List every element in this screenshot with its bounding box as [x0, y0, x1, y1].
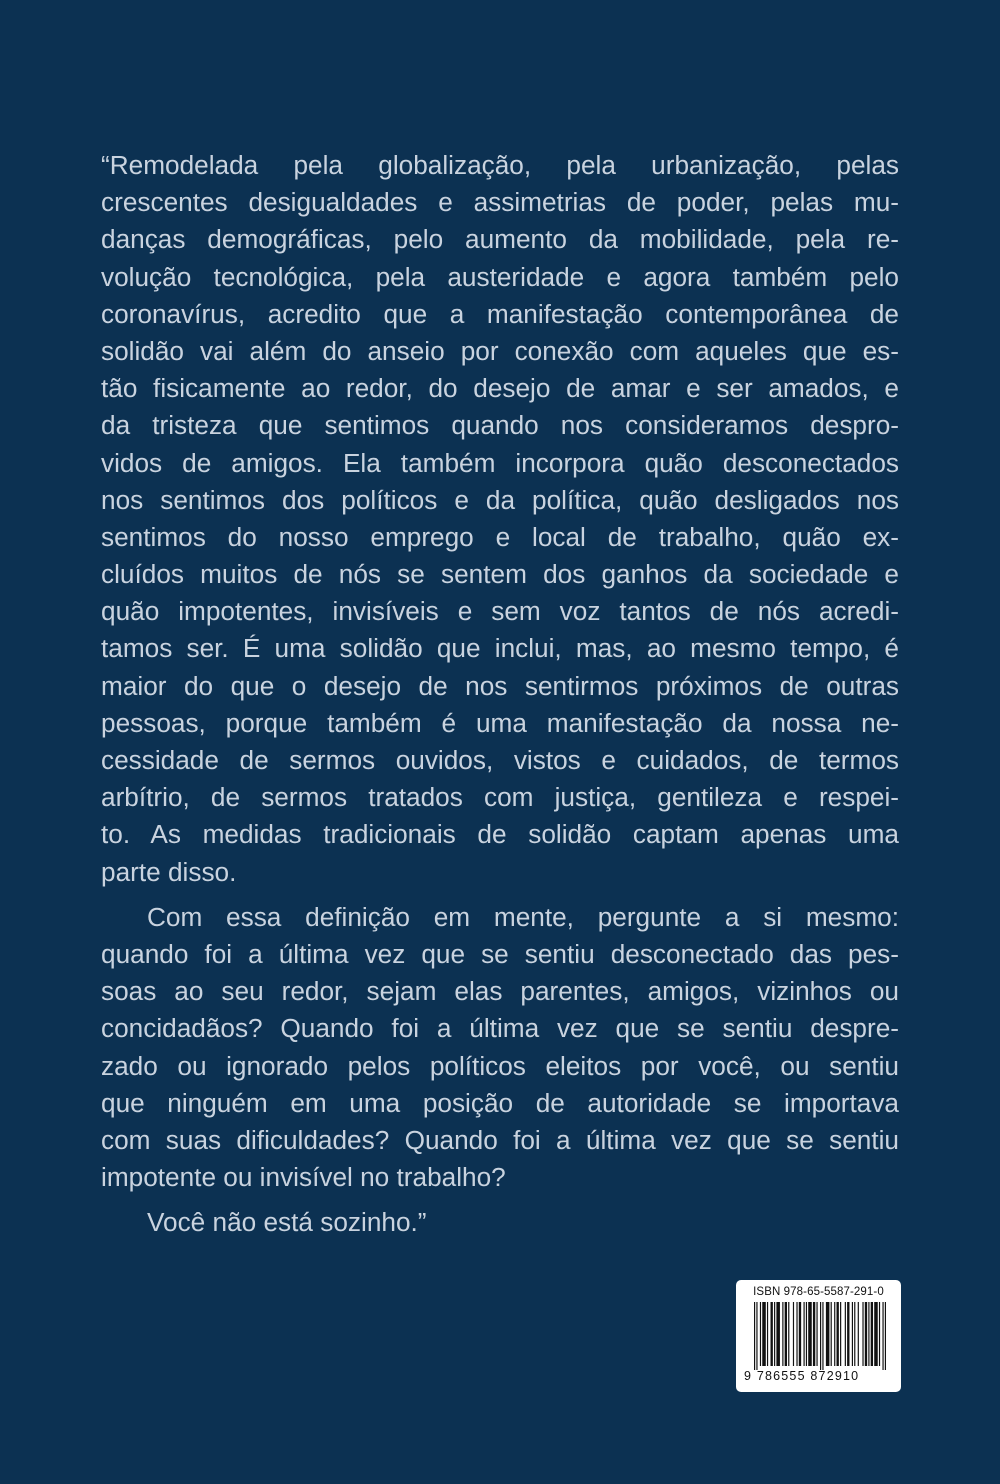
barcode-bar	[852, 1302, 853, 1366]
blurb-line: quando foi a última vez que se sentiu desconectado das pes-	[101, 938, 899, 969]
barcode-bar	[822, 1302, 823, 1370]
blurb-line: “Remodelada pela globalização, pela urbanização, pelas	[101, 150, 899, 180]
blurb-line: Você não está sozinho.”	[147, 1207, 427, 1238]
blurb-line: cessidade de sermos ouvidos, vistos e cuidados, de termos	[101, 745, 899, 775]
barcode-bar	[767, 1302, 768, 1366]
blurb-line: quão impotentes, invisíveis e sem voz tantos de nós acredi-	[101, 596, 899, 627]
paragraph-gap	[101, 1196, 899, 1204]
blurb-line: pessoas, porque também é uma manifestação da nossa ne-	[101, 707, 899, 738]
barcode-bar	[785, 1302, 787, 1366]
blurb-line: com suas dificuldades? Quando foi a última vez que se sentiu	[101, 1124, 899, 1155]
barcode-bar	[868, 1302, 869, 1366]
barcode-bar	[760, 1302, 761, 1366]
blurb-line: vidos de amigos. Ela também incorpora quão desconectados	[101, 447, 899, 478]
barcode-bar	[762, 1302, 766, 1366]
barcode-bar	[826, 1302, 830, 1366]
barcode-bar	[885, 1302, 886, 1370]
barcode-bar	[771, 1302, 773, 1366]
blurb-line: nos sentimos dos políticos e da política, quão desligados nos	[101, 484, 899, 515]
barcode-bar	[854, 1302, 855, 1366]
blurb-line: crescentes desigualdades e assimetrias de poder, pelas mu-	[101, 187, 899, 218]
barcode-bar	[806, 1302, 807, 1366]
barcode-icon	[754, 1302, 886, 1370]
blurb-line: soas ao seu redor, sejam elas parentes, amigos, vizinhos ou	[101, 976, 899, 1007]
isbn-number: ISBN 978-65-5587-291-0	[753, 1286, 884, 1298]
barcode-bar	[858, 1302, 859, 1366]
barcode-bar	[840, 1302, 841, 1366]
blurb-line: arbítrio, de sermos tratados com justiça, gentileza e respei-	[101, 782, 899, 813]
blurb-line: concidadãos? Quando foi a última vez que se sentiu despre-	[101, 1013, 899, 1044]
blurb-line: to. As medidas tradicionais de solidão captam apenas uma	[101, 819, 899, 850]
barcode-bar	[796, 1302, 797, 1366]
blurb-line: impotente ou invisível no trabalho?	[101, 1162, 506, 1193]
barcode-bar	[820, 1302, 821, 1370]
blurb-line: maior do que o desejo de nos sentirmos próximos de outras	[101, 670, 899, 701]
barcode-bar	[862, 1302, 863, 1366]
barcode-bar	[865, 1302, 867, 1366]
barcode-bar	[774, 1302, 775, 1366]
barcode-bar	[816, 1302, 817, 1366]
barcode-bar	[788, 1302, 789, 1366]
barcode-bar	[845, 1302, 846, 1366]
blurb-line: tamos ser. É uma solidão que inclui, mas, ao mesmo tempo, é	[101, 633, 899, 664]
barcode-bar	[871, 1302, 873, 1366]
barcode-bar	[782, 1302, 783, 1366]
barcode-bar	[831, 1302, 832, 1366]
back-cover-blurb	[101, 147, 899, 1241]
blurb-line: Com essa definição em mente, pergunte a si mesmo:	[147, 901, 899, 932]
blurb-line: que ninguém em uma posição de autoridade se importava	[101, 1087, 899, 1118]
blurb-line: danças demográficas, pelo aumento da mobilidade, pela re-	[101, 224, 899, 255]
barcode-bar	[837, 1302, 839, 1366]
barcode-bar	[799, 1302, 801, 1366]
isbn-barcode-label	[736, 1280, 901, 1392]
barcode-bar	[776, 1302, 780, 1366]
barcode-bar	[834, 1302, 835, 1366]
barcode-bar	[882, 1302, 883, 1370]
blurb-line: parte disso.	[101, 856, 237, 887]
blurb-line: coronavírus, acredito que a manifestação contemporânea de	[101, 298, 899, 329]
blurb-line: sentimos do nosso emprego e local de trabalho, quão ex-	[101, 521, 899, 552]
barcode-bar	[874, 1302, 878, 1366]
barcode-bar	[804, 1302, 805, 1366]
blurb-line: da tristeza que sentimos quando nos consideramos despro-	[101, 410, 899, 441]
barcode-digits: 9 786555 872910	[744, 1369, 860, 1383]
barcode-bar	[756, 1302, 757, 1370]
blurb-line: solidão vai além do anseio por conexão com aqueles que es-	[101, 335, 899, 366]
barcode-bar	[847, 1302, 849, 1366]
blurb-line: tão fisicamente ao redor, do desejo de amar e ser amados, e	[101, 373, 899, 404]
blurb-line: volução tecnológica, pela austeridade e agora também pelo	[101, 261, 899, 292]
barcode-bar	[754, 1302, 755, 1370]
blurb-line: zado ou ignorado pelos políticos eleitos por você, ou sentiu	[101, 1050, 899, 1081]
paragraph-gap	[101, 891, 899, 899]
barcode-bar	[879, 1302, 880, 1366]
barcode-bar	[793, 1302, 794, 1366]
blurb-line: cluídos muitos de nós se sentem dos ganhos da sociedade e	[101, 559, 899, 590]
barcode-bar	[808, 1302, 812, 1366]
barcode-bar	[813, 1302, 815, 1366]
